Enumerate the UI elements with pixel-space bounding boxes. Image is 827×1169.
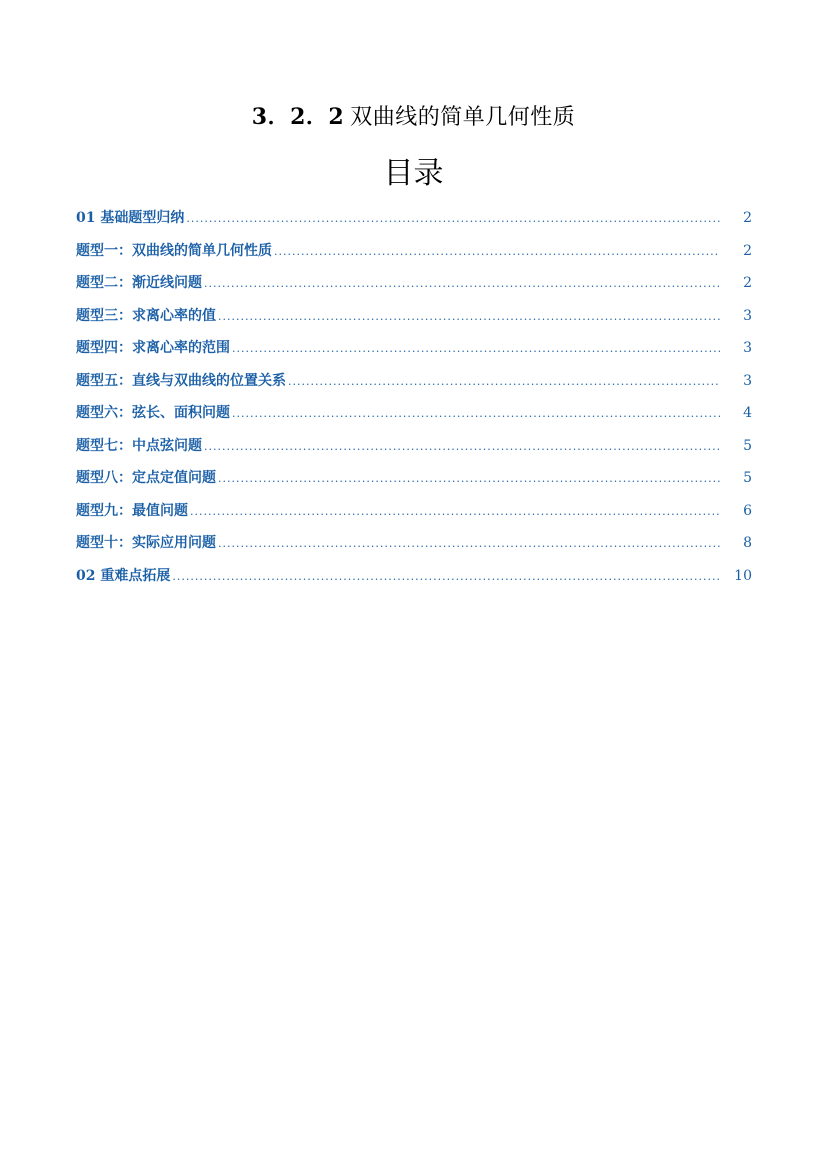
toc-entry[interactable] [76,500,752,533]
toc-entry-label: 题型十：实际应用问题 [76,535,216,551]
toc-entry[interactable] [76,337,752,370]
toc-entry[interactable] [76,435,752,468]
toc-entry[interactable] [76,272,752,305]
toc-entry[interactable] [76,305,752,338]
toc-entry-page: 5 [743,470,752,486]
document-title [0,100,827,131]
toc-dot-leader [186,212,720,225]
toc-entry-label: 题型七：中点弦问题 [76,437,202,454]
toc-entry[interactable] [76,207,752,240]
toc-entry-page: 5 [743,437,752,454]
toc-dot-leader [232,342,720,355]
toc-entry-page: 2 [743,210,752,226]
toc-entry-page: 3 [743,372,752,389]
table-of-contents [76,207,752,597]
toc-entry-label: 题型五：直线与双曲线的位置关系 [76,372,286,389]
toc-dot-leader [218,537,720,550]
toc-entry[interactable] [76,467,752,500]
toc-entry-label: 01 基础题型归纳 [76,210,185,226]
toc-entry[interactable] [76,240,752,273]
toc-entry[interactable] [76,532,752,565]
toc-dot-leader [288,375,720,388]
toc-entry-page: 2 [743,275,752,291]
toc-entry-label: 02 重难点拓展 [76,567,171,584]
toc-entry-label: 题型三：求离心率的值 [76,307,216,324]
toc-entry-label: 题型一：双曲线的简单几何性质 [76,242,272,259]
toc-dot-leader [274,245,720,258]
toc-dot-leader [172,570,720,583]
toc-entry-page: 2 [743,242,752,259]
toc-entry-page: 10 [734,567,752,584]
toc-dot-leader [218,310,720,323]
toc-entry-page: 8 [743,535,752,551]
toc-heading: 目录 [383,156,444,191]
toc-entry[interactable] [76,370,752,403]
toc-entry[interactable] [76,402,752,435]
toc-dot-leader [190,505,720,518]
toc-entry-page: 4 [743,405,752,421]
toc-entry-page: 3 [743,340,752,356]
toc-entry[interactable] [76,565,752,598]
toc-entry-label: 题型八：定点定值问题 [76,470,216,486]
toc-dot-leader [218,472,720,485]
toc-entry-label: 题型二：渐近线问题 [76,275,202,291]
toc-entry-label: 题型六：弦长、面积问题 [76,405,230,421]
toc-entry-label: 题型九：最值问题 [76,502,188,519]
toc-entry-page: 3 [743,307,752,324]
section-number: 3．2．2 [251,104,345,130]
toc-entry-page: 6 [743,502,752,519]
toc-dot-leader [232,407,720,420]
toc-dot-leader [204,277,720,290]
toc-dot-leader [204,440,720,453]
section-title-text: 双曲线的简单几何性质 [350,105,576,130]
toc-entry-label: 题型四：求离心率的范围 [76,340,230,356]
